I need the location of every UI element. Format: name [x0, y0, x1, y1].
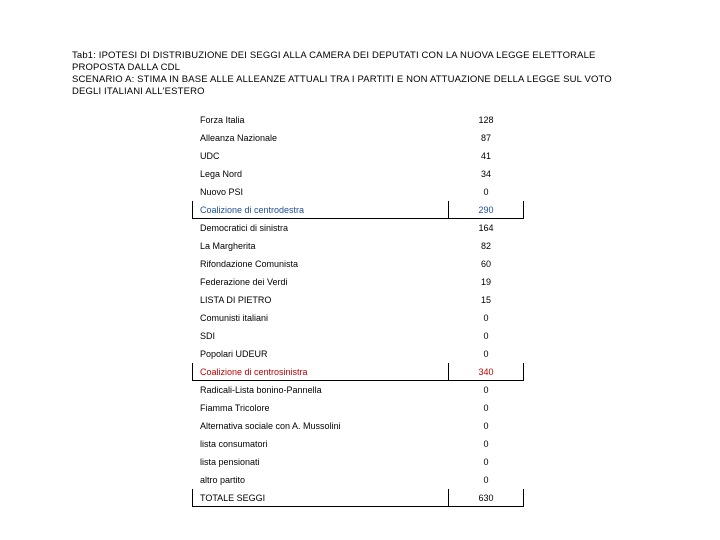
party-name: Federazione dei Verdi — [200, 276, 288, 287]
table-row-sdi — [193, 327, 524, 345]
party-name: Radicali-Lista bonino-Pannella — [200, 384, 322, 395]
seat-count: 19 — [480, 276, 491, 287]
table-row-lista-consumatori — [193, 435, 524, 453]
table-row-coalizione-centrodestra — [193, 201, 524, 219]
table-row-lega-nord — [193, 165, 524, 183]
table-row-alternativa-sociale — [193, 417, 524, 435]
table-row-fiamma-tricolore — [193, 399, 524, 417]
seat-count: 41 — [480, 150, 491, 161]
table-row-totale-seggi — [193, 489, 524, 507]
coalition-seat-count: 290 — [449, 201, 524, 219]
party-name: Nuovo PSI — [200, 186, 244, 197]
party-name: LISTA DI PIETRO — [200, 294, 272, 305]
seat-count: 0 — [483, 420, 489, 431]
seat-count: 0 — [483, 186, 489, 197]
coalition-name: Coalizione di centrodestra — [193, 201, 449, 219]
table-row-comunisti-italiani — [193, 309, 524, 327]
table-row-popolari-udeur — [193, 345, 524, 363]
total-label: TOTALE SEGGI — [193, 489, 449, 507]
seat-count: 0 — [483, 330, 489, 341]
seat-count: 0 — [483, 402, 489, 413]
table-row-coalizione-centrosinistra — [193, 363, 524, 381]
table-row-altro-partito — [193, 471, 524, 489]
seat-count: 0 — [483, 348, 489, 359]
seat-count: 82 — [480, 240, 491, 251]
coalition-name: Coalizione di centrosinistra — [193, 363, 449, 381]
seat-distribution-table — [192, 110, 524, 507]
caption-line-3: SCENARIO A: STIMA IN BASE ALLE ALLEANZE ATTUALI TRA I PARTITI E NON ATTUAZIONE DELLA LEGGE SUL VOTO — [72, 74, 612, 85]
caption-line-4: DEGLI ITALIANI ALL'ESTERO — [72, 86, 205, 97]
seat-count: 0 — [483, 456, 489, 467]
table-row-rifondazione-comunista — [193, 255, 524, 273]
party-name: altro partito — [200, 474, 246, 485]
seat-count: 0 — [483, 438, 489, 449]
party-name: SDI — [200, 330, 216, 341]
seat-count: 164 — [478, 222, 494, 233]
party-name: UDC — [200, 150, 220, 161]
table-row-nuovo-psi — [193, 183, 524, 201]
table-row-democratici-di-sinistra — [193, 219, 524, 237]
party-name: Democratici di sinistra — [200, 222, 289, 233]
seat-count: 34 — [480, 168, 491, 179]
table-caption — [72, 50, 692, 98]
table-row-la-margherita — [193, 237, 524, 255]
total-seat-count: 630 — [449, 489, 524, 507]
table-row-lista-pensionati — [193, 453, 524, 471]
party-name: Alternativa sociale con A. Mussolini — [200, 420, 341, 431]
seat-count: 128 — [478, 114, 494, 125]
party-name: Rifondazione Comunista — [200, 258, 299, 269]
party-name: Fiamma Tricolore — [200, 402, 270, 413]
seat-count: 0 — [483, 384, 489, 395]
party-name: Alleanza Nazionale — [200, 132, 278, 143]
party-name: Comunisti italiani — [200, 312, 269, 323]
coalition-seat-count: 340 — [449, 363, 524, 381]
seat-count: 60 — [480, 258, 491, 269]
seat-count: 0 — [483, 312, 489, 323]
table-row-alleanza-nazionale — [193, 129, 524, 147]
table-row-federazione-dei-verdi — [193, 273, 524, 291]
table-row-forza-italia — [193, 111, 524, 129]
party-name: Lega Nord — [200, 168, 243, 179]
party-name: Forza Italia — [200, 114, 245, 125]
seat-count: 87 — [480, 132, 491, 143]
table-row-radicali — [193, 381, 524, 399]
party-name: Popolari UDEUR — [200, 348, 268, 359]
party-name: lista consumatori — [200, 438, 268, 449]
table-row-udc — [193, 147, 524, 165]
seat-count: 15 — [480, 294, 491, 305]
table-row-lista-di-pietro — [193, 291, 524, 309]
seat-count: 0 — [483, 474, 489, 485]
party-name: lista pensionati — [200, 456, 260, 467]
party-name: La Margherita — [200, 240, 256, 251]
caption-line-2: PROPOSTA DALLA CDL — [72, 62, 181, 73]
caption-line-1: Tab1: IPOTESI DI DISTRIBUZIONE DEI SEGGI ALLA CAMERA DEI DEPUTATI CON LA NUOVA LEGGE ELETTORALE — [72, 50, 596, 61]
